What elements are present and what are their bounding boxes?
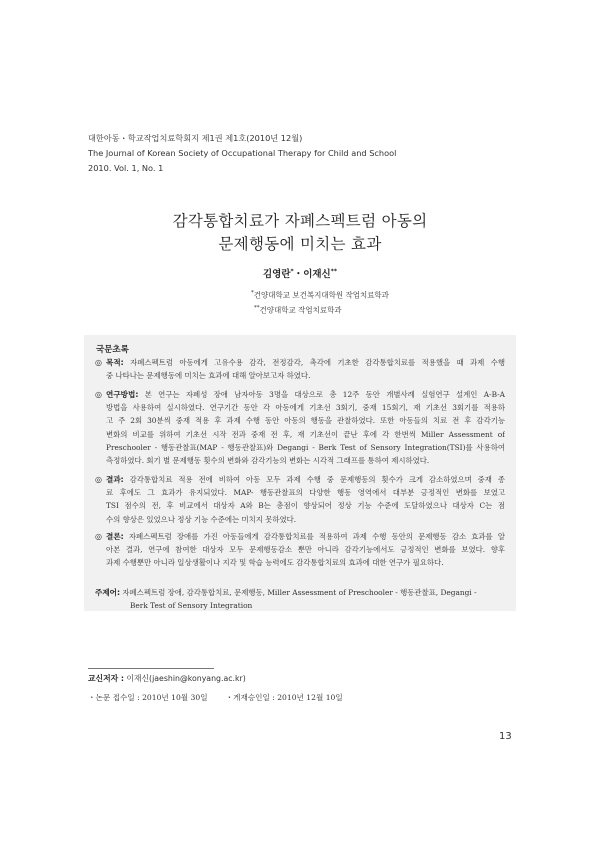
result-line-3: TSI 점수의 전, 후 비교에서 대상자 A와 B는 총점이 향상되어 정상 기능 수준에 도달하였으나 대상자 C는 점 [106,501,505,511]
paper-title-line-2: 문제행동에 미치는 효과 [218,235,382,253]
journal-english-title: The Journal of Korean Society of Occupational Therapy for Child and School [88,148,397,158]
corresponding-label: 교신저자 : [88,674,124,683]
author-list [0,266,600,280]
abstract-result [95,473,505,526]
conclusion-label: 결론: [106,532,124,541]
result-line-4: 수의 향상은 있었으나 정상 기능 수준에는 미치지 못하였다. [106,514,297,524]
paper-title [0,210,600,256]
paper-title-line-1: 감각통합치료가 자폐스펙트럼 아동의 [172,212,428,230]
conclusion-line-2: 아본 결과, 연구에 참여한 대상자 모두 문제행동감소 뿐만 아니라 감각기능에서도 긍정적인 변화를 보였다. 향후 [106,545,505,555]
method-line-6: 측정하였다. 회기 별 문제행동 횟수의 변화와 감각기능의 변화는 시각적 그래프를 통하여 제시하였다. [106,456,430,466]
affiliation-2 [254,302,389,317]
method-label: 연구방법: [106,390,139,399]
abstract-conclusion [95,530,505,570]
author-mark-1: * [290,267,294,275]
conclusion-line-1: 결론: 자폐스펙트럼 장애를 가진 아동들에게 감각통합치료를 적용하여 과제 수행 동안의 문제행동 감소 효과를 알 [106,532,505,541]
result-line-2: 료 후에도 그 효과가 유지되었다. MAP- 행동관찰표의 다양한 행동 영역에서 대부분 긍정적인 변화를 보였고 [106,488,505,498]
result-line-1: 결과: 감각통합치료 적용 전에 비하여 아동 모두 과제 수행 중 문제행동의 횟수가 크게 감소하였으며 중재 종 [106,475,505,484]
journal-volume: 2010. Vol. 1, No. 1 [88,163,164,173]
journal-info [88,131,396,176]
author-separator: ・ [293,269,304,280]
corresponding-value: 이재신(jaeshin@konyang.ac.kr) [126,674,246,683]
page-number: 13 [499,731,512,742]
journal-korean-title: 대한아동・학교작업치료학회지 제1권 제1호(2010년 12월) [88,133,303,143]
abstract-heading: 국문초록 [96,345,129,355]
method-line-3: 고 주 2회 30분씩 중재 적용 후 과제 수행 동안 아동의 행동을 관찰하였다. 또한 아동들의 치료 전 후 감각기능 [106,416,505,426]
method-line-1: 연구방법: 본 연구는 자폐성 장애 남자아동 3명을 대상으로 총 12주 동안 개별사례 실험연구 설계인 A-B-A [106,390,505,399]
result-label: 결과: [106,475,124,484]
keywords-line-1: 주제어: 자폐스펙트럼 장애, 감각통합치료, 문제행동, Miller Assessment of Preschooler - 행동관찰표, Degangi - [95,588,477,597]
conclusion-line-3: 과제 수행뿐만 아니라 일상생활이나 지각 및 학습 능력에도 감각통합치료의 효과에 대한 연구가 필요하다. [106,558,444,568]
paper-dates [88,692,361,703]
affiliation-1 [251,287,389,302]
purpose-line-1: 목적: 자폐스펙트럼 아동에게 고유수용 감각, 전정감각, 촉각에 기초한 감각통합치료를 적용했을 때 과제 수행 [106,358,505,367]
affiliation-list [251,287,389,316]
abstract-purpose [95,356,505,382]
purpose-label: 목적: [106,358,124,367]
abstract-method [95,388,505,467]
bullet-icon: ◎ [95,358,102,367]
affiliation-mark-2: ** [254,304,260,311]
keywords-line-2: Berk Test of Sensory Integration [130,601,253,610]
affiliation-mark-1: * [251,290,254,296]
author-name-1: 김영란 [263,269,291,280]
keywords [95,586,507,612]
author-mark-2: ** [330,267,337,275]
purpose-line-2: 중 나타나는 문제행동에 미치는 효과에 대해 알아보고자 하였다. [106,371,311,381]
corresponding-author [88,673,246,684]
bullet-icon: ◎ [95,532,102,541]
affiliation-text-1: 건양대학교 보건복지대학원 작업치료학과 [253,290,389,300]
method-line-4: 변화의 비교를 위하여 기초선 시작 전과 중재 전 후, 재 기초선이 끝난 후에 각 한번씩 Miller Assessment of [106,429,505,439]
keywords-label: 주제어: [95,588,121,597]
bullet-icon: ◎ [95,475,102,484]
approved-date: ・게재승인일 : 2010년 12월 10일 [225,693,343,702]
footnote-divider [88,668,214,669]
method-line-2: 방법을 사용하여 실시하였다. 연구기간 동안 각 아동에게 기초선 3회기, 중재 15회기, 재 기초선 3회기를 적용하 [106,403,505,413]
received-date: ・논문 접수일 : 2010년 10월 30일 [88,693,208,702]
bullet-icon: ◎ [95,390,102,399]
affiliation-text-2: 건양대학교 작업치료학과 [259,305,342,314]
author-name-2: 이재신 [303,269,331,280]
method-line-5: Preschooler - 행동관찰표(MAP - 행동관찰표)와 Degangi - Berk Test of Sensory Integration(TSI)를 사용하여 [106,442,505,452]
